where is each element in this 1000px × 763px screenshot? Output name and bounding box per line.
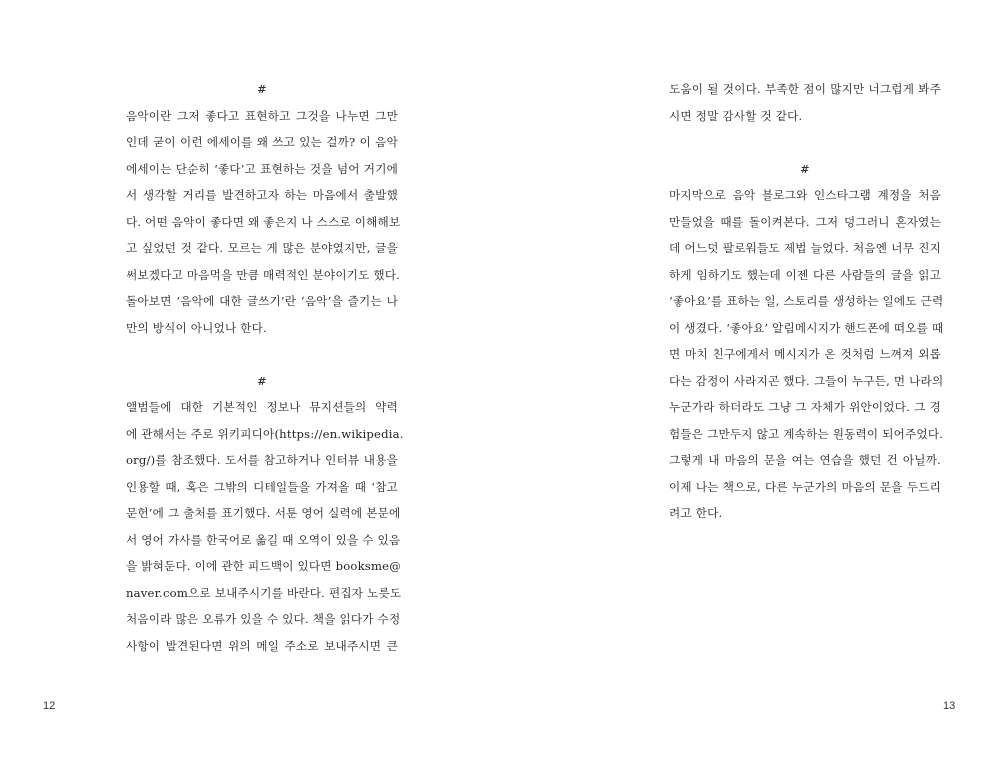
right-page [500, 0, 1000, 763]
body-line: 에세이는 단순히 ‘좋다’고 표현하는 것을 넘어 거기에 [126, 161, 398, 176]
body-line: 려고 한다. [669, 506, 723, 520]
body-line: 써보겠다고 마음먹을 만큼 매력적인 분야이기도 했다. [126, 267, 401, 282]
body-line: 에 관해서는 주로 위키피디아(https://en.wikipedia. [126, 426, 404, 441]
paragraph-gap [669, 129, 941, 156]
body-line: 을 밝혀둔다. 이에 관한 피드백이 있다면 booksme@ [126, 559, 401, 573]
body-line: 문헌’에 그 출처를 표기했다. 서툰 영어 실력에 본문에 [126, 506, 401, 520]
page-number-left: 12 [43, 700, 56, 712]
body-line: 인데 굳이 이런 에세이를 왜 쓰고 있는 걸까? 이 음악 [126, 135, 398, 149]
body-line: 험들은 그만두지 않고 계속하는 원동력이 되어주었다. [669, 426, 944, 441]
body-line: 사항이 발견된다면 위의 메일 주소로 보내주시면 큰 [126, 638, 398, 653]
body-line: 시면 정말 감사할 것 같다. [669, 108, 803, 123]
section-divider: # [800, 161, 810, 176]
page-number-right: 13 [943, 700, 956, 712]
section-divider: # [257, 82, 267, 96]
body-line: 다. 어떤 음악이 좋다면 왜 좋은지 나 스스로 이해해보 [126, 214, 401, 229]
body-line: 면 마치 친구에게서 메시지가 온 것처럼 느껴져 외롭 [669, 347, 941, 361]
body-line: org/)를 참조했다. 도서를 참고하거나 인터뷰 내용을 [126, 453, 398, 467]
body-line: 인용할 때, 혹은 그밖의 디테일들을 가져올 때 ‘참고 [126, 479, 398, 494]
body-line: 서 영어 가사를 한국어로 옮길 때 오역이 있을 수 있음 [126, 532, 401, 547]
body-line: 처음이라 많은 오류가 있을 수 있다. 책을 읽다가 수정 [126, 612, 401, 626]
body-line: 데 어느덧 팔로워들도 제법 늘었다. 처음엔 너무 진지 [669, 241, 941, 255]
body-line: 도움이 될 것이다. 부족한 점이 많지만 너그럽게 봐주 [669, 82, 941, 96]
body-line: 돌아보면 ‘음악에 대한 글쓰기’란 ‘음악’을 즐기는 나 [126, 294, 398, 308]
body-line: 만의 방식이 아니었나 한다. [126, 320, 267, 335]
section-divider: # [257, 373, 267, 388]
body-line: 만들었을 때를 돌이켜본다. 그저 덩그러니 혼자였는 [669, 214, 941, 229]
body-line: 앨범들에 대한 기본적인 정보나 뮤지션들의 약력 [126, 400, 398, 414]
body-line: 마지막으로 음악 블로그와 인스타그램 계정을 처음 [669, 188, 941, 202]
body-line: 이 생겼다. ‘좋아요’ 알림메시지가 핸드폰에 떠오를 때 [669, 320, 944, 335]
paragraph-gap [126, 341, 398, 368]
right-page-text [669, 76, 944, 527]
body-line: 고 싶었던 것 같다. 모르는 게 많은 분야였지만, 글을 [126, 241, 398, 255]
body-line: 누군가라 하더라도 그냥 그 자체가 위안이었다. 그 경 [669, 400, 941, 414]
body-line: 그렇게 내 마음의 문을 여는 연습을 했던 건 아닐까. [669, 453, 941, 467]
body-line: 하게 임하기도 했는데 이젠 다른 사람들의 글을 읽고 [669, 267, 941, 282]
body-line: 음악이란 그저 좋다고 표현하고 그것을 나누면 그만 [126, 108, 398, 123]
body-line: 다는 감정이 사라지곤 했다. 그들이 누구든, 먼 나라의 [669, 373, 944, 388]
body-line: naver.com으로 보내주시기를 바란다. 편집자 노릇도 [126, 585, 402, 600]
body-line: 이제 나는 책으로, 다른 누군가의 마음의 문을 두드리 [669, 479, 941, 494]
left-page-text [126, 76, 404, 659]
body-line: ‘좋아요’를 표하는 일, 스토리를 생성하는 일에도 근력 [669, 294, 944, 308]
body-line: 서 생각할 거리를 발견하고자 하는 마음에서 출발했 [126, 188, 398, 202]
